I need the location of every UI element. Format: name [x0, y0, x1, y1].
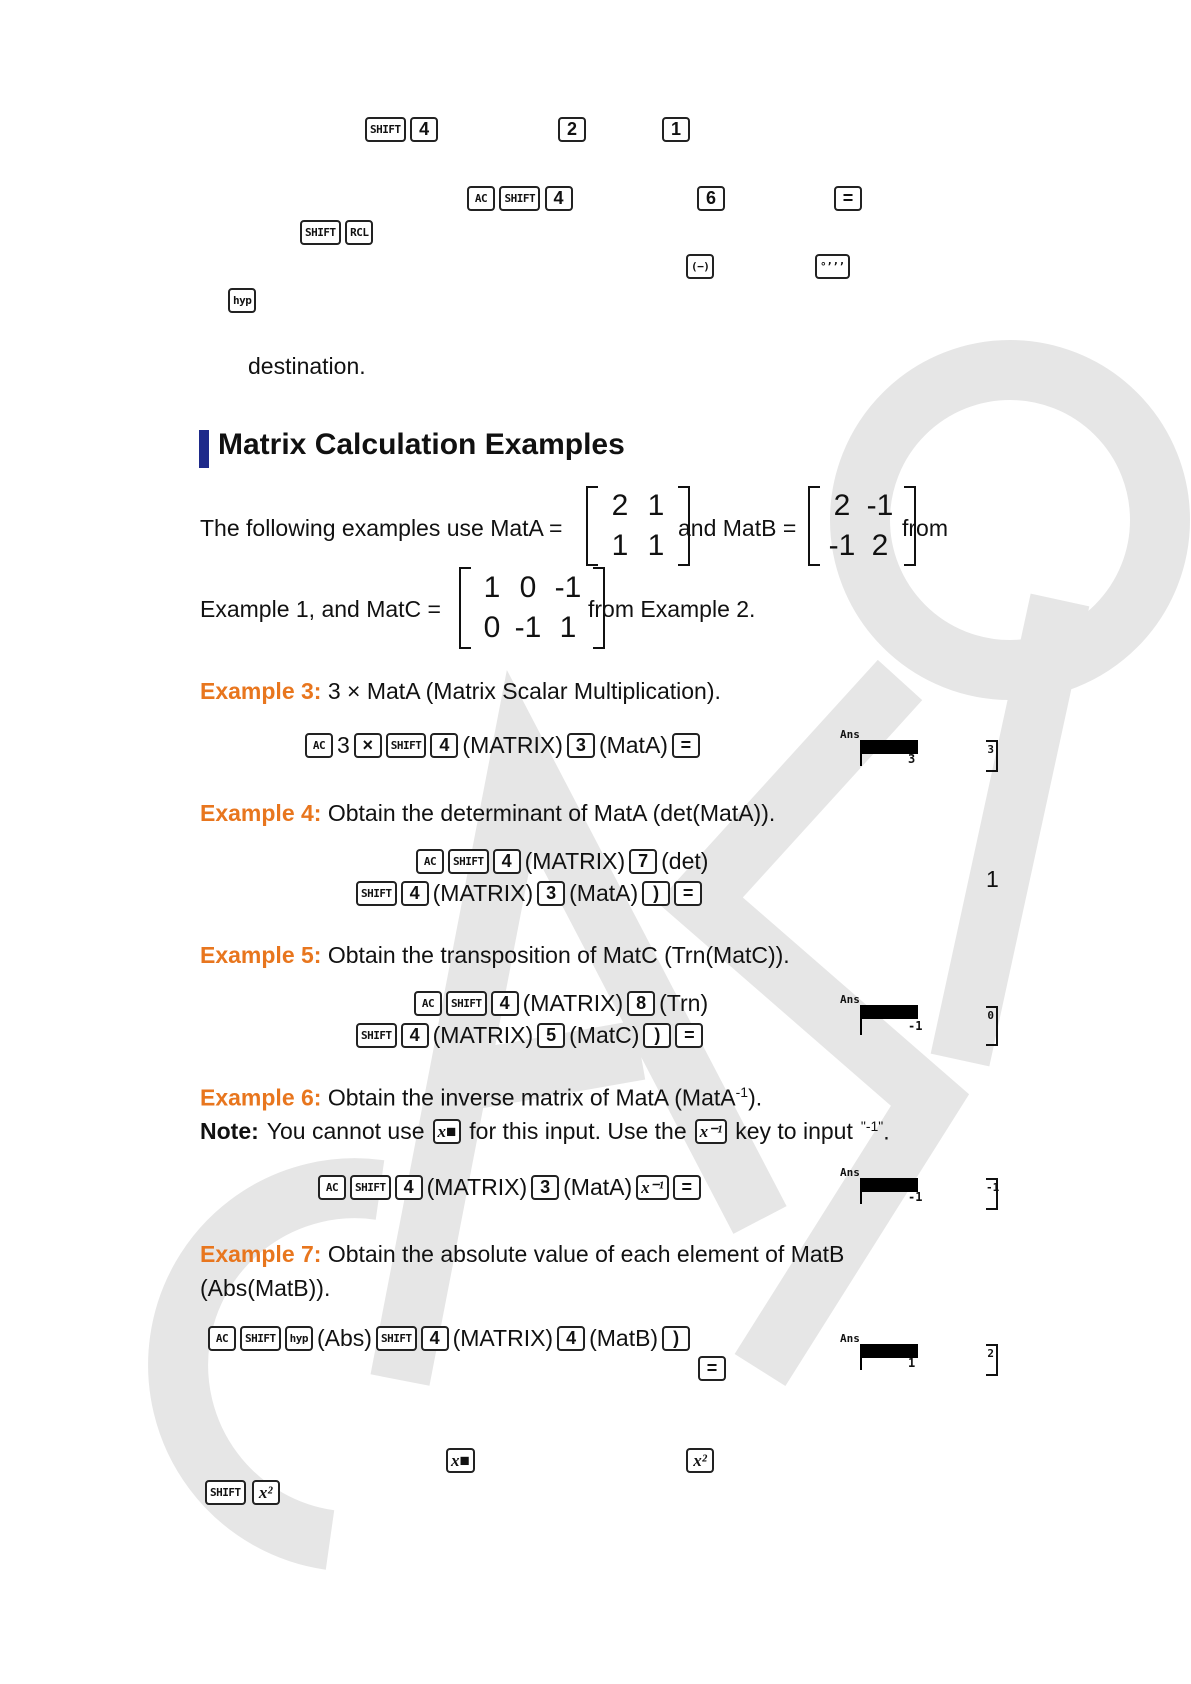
- example-4-label: Example 4:: [200, 800, 322, 826]
- display-value: -1: [986, 1181, 1000, 1194]
- close-paren-key: ): [662, 1326, 690, 1351]
- equals-key: =: [672, 733, 700, 758]
- display-value: -1: [908, 1019, 923, 1033]
- example-6-text-end: ).: [748, 1084, 763, 1111]
- matrix-label: (MATRIX): [432, 880, 534, 906]
- equals-key: =: [674, 881, 702, 906]
- matrix-cell: 0: [519, 571, 537, 604]
- key-3: 3: [567, 733, 595, 758]
- close-paren-key: ): [643, 1023, 671, 1048]
- ans-label: Ans: [840, 728, 860, 741]
- shift-key: SHIFT: [356, 1023, 397, 1048]
- superscript: "-1": [860, 1118, 884, 1134]
- equals-key: =: [698, 1356, 726, 1381]
- key-1: 1: [662, 117, 690, 142]
- matrix-cell: 2: [871, 529, 889, 562]
- key-4: 4: [401, 1023, 429, 1048]
- intro-text-2: and MatB =: [678, 515, 797, 541]
- x-inverse-key: x⁻¹: [636, 1175, 669, 1200]
- note-text: for this input. Use the: [469, 1118, 687, 1145]
- bottom-key-row: [205, 1480, 280, 1505]
- close-paren-key: ): [642, 881, 670, 906]
- number-3: 3: [337, 732, 350, 758]
- example-3-text: 3 × MatA (Matrix Scalar Multiplication).: [327, 678, 721, 704]
- ans-label: Ans: [840, 1332, 860, 1345]
- example-5-heading: [200, 942, 790, 969]
- example-7-keys: [208, 1325, 690, 1352]
- shift-key: SHIFT: [448, 849, 489, 874]
- example-4-heading: [200, 800, 775, 827]
- x-squared-key: x²: [252, 1480, 280, 1505]
- matrix-label: (MATRIX): [522, 990, 624, 1016]
- shift-key: SHIFT: [205, 1480, 246, 1505]
- matrix-label: (MATRIX): [524, 848, 626, 874]
- key-4: 4: [491, 991, 519, 1016]
- display-value: 1: [908, 1356, 916, 1370]
- example-5-display: [840, 993, 950, 1039]
- key-4: 4: [493, 849, 521, 874]
- display-value: 3: [908, 752, 916, 766]
- matrix-cell: 2: [833, 489, 851, 522]
- example-5-text: Obtain the transposition of MatC (Trn(MatC)).: [327, 942, 790, 968]
- shift-key: SHIFT: [365, 117, 406, 142]
- example-4-text: Obtain the determinant of MatA (det(MatA)).: [327, 800, 776, 826]
- matrix-a: [586, 486, 690, 566]
- note-end: .: [883, 1118, 890, 1145]
- note-text: You cannot use: [266, 1118, 425, 1145]
- shift-key: SHIFT: [499, 186, 540, 211]
- key-2: 2: [558, 117, 586, 142]
- matrix-cell: 2: [611, 489, 629, 522]
- degree-key: °’’’: [815, 254, 850, 279]
- example-7-text: Obtain the absolute value of each element of MatB: [327, 1241, 845, 1267]
- top-key-row-2: [467, 186, 573, 211]
- superscript: -1: [735, 1084, 749, 1100]
- key-3: 3: [531, 1175, 559, 1200]
- matrix-cell: 1: [559, 611, 577, 644]
- equals-key: =: [834, 186, 862, 211]
- top-key-row-3: [300, 220, 373, 245]
- matrix-cell: -1: [828, 529, 856, 562]
- x-power-key: x■: [446, 1448, 475, 1473]
- key-4: 4: [557, 1326, 585, 1351]
- det-label: (det): [661, 848, 709, 874]
- matrix-cell: -1: [554, 571, 582, 604]
- abs-label: (Abs): [317, 1325, 372, 1351]
- matb-label: (MatB): [589, 1325, 659, 1351]
- negative-key: (−): [686, 254, 714, 279]
- key-4: 4: [545, 186, 573, 211]
- shift-key: SHIFT: [240, 1326, 281, 1351]
- matrix-cell: 1: [611, 529, 629, 562]
- matrix-cell: 1: [647, 489, 665, 522]
- key-4: 4: [430, 733, 458, 758]
- matrix-cell: -1: [866, 489, 894, 522]
- shift-key: SHIFT: [300, 220, 341, 245]
- heading-accent-bar: [199, 430, 209, 468]
- example-6-label: Example 6:: [200, 1084, 322, 1111]
- x-power-key: x■: [433, 1119, 462, 1144]
- example-3-label: Example 3:: [200, 678, 322, 704]
- example-3-right-bracket: [986, 740, 998, 772]
- example-7-right-bracket: [986, 1344, 998, 1376]
- ans-label: Ans: [840, 1166, 860, 1179]
- shift-key: SHIFT: [386, 733, 427, 758]
- example-7-label: Example 7:: [200, 1241, 322, 1267]
- example-4-keys-line-1: [416, 848, 708, 875]
- example-6-note: [200, 1118, 890, 1146]
- example-5-right-bracket: [986, 1006, 998, 1046]
- display-value: 0: [987, 1009, 994, 1022]
- example-6-display: [840, 1166, 950, 1212]
- matrix-cell: 1: [647, 529, 665, 562]
- key-4: 4: [401, 881, 429, 906]
- ac-key: AC: [416, 849, 444, 874]
- matrix-label: (MATRIX): [426, 1174, 528, 1200]
- note-label: Note:: [200, 1118, 259, 1145]
- key-4: 4: [410, 117, 438, 142]
- section-title: Matrix Calculation Examples: [218, 428, 625, 461]
- key-4: 4: [421, 1326, 449, 1351]
- ac-key: AC: [414, 991, 442, 1016]
- ac-key: AC: [318, 1175, 346, 1200]
- x-inverse-key: x⁻¹: [695, 1119, 728, 1144]
- key-5: 5: [537, 1023, 565, 1048]
- mata-label: (MatA): [598, 732, 668, 758]
- intro-text-1: The following examples use MatA =: [200, 515, 563, 541]
- example-6-keys: [318, 1174, 701, 1201]
- ac-key: AC: [467, 186, 495, 211]
- matrix-cell: -1: [514, 611, 542, 644]
- times-key: ×: [354, 733, 382, 758]
- equals-key: =: [675, 1023, 703, 1048]
- x-squared-key: x²: [686, 1448, 714, 1473]
- note-text: key to input: [735, 1118, 853, 1145]
- matrix-label: (MATRIX): [462, 732, 563, 758]
- key-6: 6: [697, 186, 725, 211]
- equals-key: =: [673, 1175, 701, 1200]
- shift-key: SHIFT: [446, 991, 487, 1016]
- example-5-keys-line-2: [356, 1022, 703, 1049]
- example-7-display: [840, 1332, 950, 1378]
- example-4-keys-line-2: [356, 880, 702, 907]
- mata-label: (MatA): [569, 880, 639, 906]
- example-5-label: Example 5:: [200, 942, 322, 968]
- display-value: -1: [908, 1190, 923, 1204]
- matrix-cell: 0: [483, 611, 501, 644]
- example-6-heading: [200, 1084, 762, 1112]
- shift-key: SHIFT: [350, 1175, 391, 1200]
- rcl-key: RCL: [345, 220, 373, 245]
- intro-text-3: from: [902, 515, 948, 541]
- trn-label: (Trn): [659, 990, 709, 1016]
- key-8: 8: [627, 991, 655, 1016]
- example-7-heading: [200, 1241, 844, 1268]
- matrix-b: [808, 486, 916, 566]
- example-7-text-line-2: (Abs(MatB)).: [200, 1275, 331, 1301]
- matrix-label: (MATRIX): [452, 1325, 554, 1351]
- top-key-row-1: [365, 117, 438, 142]
- hyp-key: hyp: [228, 288, 256, 313]
- key-7: 7: [629, 849, 657, 874]
- matc-label: (MatC): [569, 1022, 640, 1048]
- example-3-keys: [305, 732, 700, 759]
- example-5-keys-line-1: [414, 990, 708, 1017]
- example-4-result: 1: [986, 866, 999, 892]
- display-value: 3: [987, 743, 994, 756]
- shift-key: SHIFT: [376, 1326, 417, 1351]
- matrix-c: [459, 567, 605, 649]
- key-3: 3: [537, 881, 565, 906]
- ans-label: Ans: [840, 993, 860, 1006]
- display-value: 2: [987, 1347, 994, 1360]
- key-4: 4: [395, 1175, 423, 1200]
- mata-label: (MatA): [563, 1174, 633, 1200]
- example-6-right-bracket: [986, 1178, 998, 1210]
- intro-text-5: from Example 2.: [588, 596, 756, 622]
- destination-text: destination.: [248, 353, 366, 379]
- matrix-cell: 1: [483, 571, 501, 604]
- shift-key: SHIFT: [356, 881, 397, 906]
- ac-key: AC: [305, 733, 333, 758]
- example-6-text: Obtain the inverse matrix of MatA (MatA: [327, 1084, 736, 1111]
- intro-text-4: Example 1, and MatC =: [200, 596, 441, 622]
- example-3-heading: [200, 678, 721, 705]
- example-3-display: [840, 728, 950, 774]
- ac-key: AC: [208, 1326, 236, 1351]
- matrix-label: (MATRIX): [432, 1022, 534, 1048]
- hyp-key: hyp: [285, 1326, 313, 1351]
